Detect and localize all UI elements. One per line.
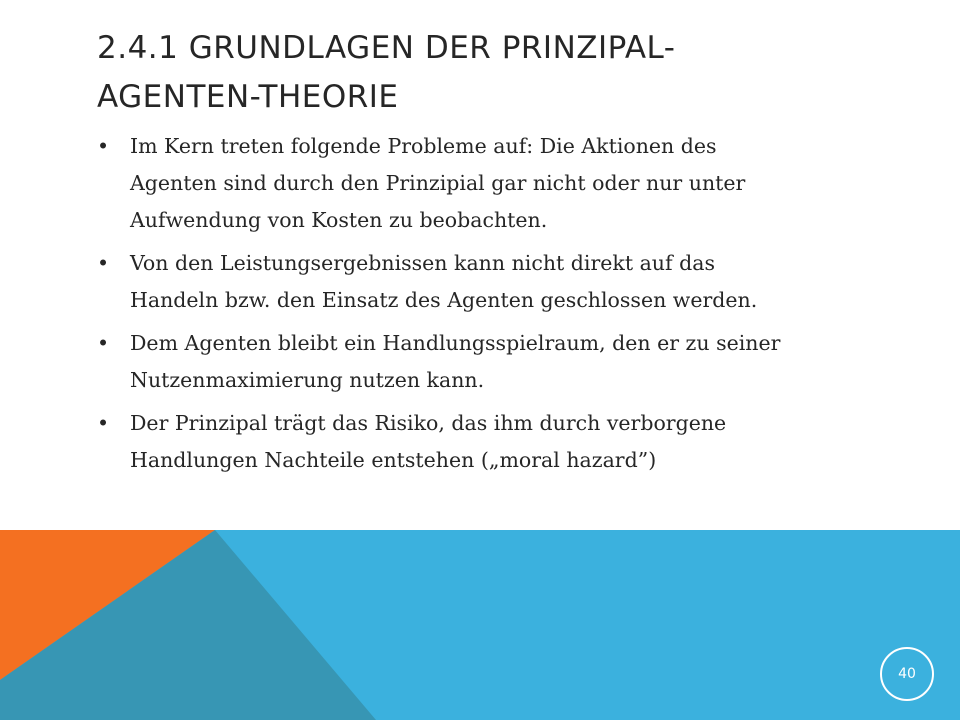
bullet-text bbox=[130, 245, 877, 319]
bullet-item bbox=[97, 128, 877, 239]
bullet-text bbox=[130, 405, 877, 479]
bullet-text-line: Von den Leistungsergebnissen kann nicht direkt auf das bbox=[130, 251, 715, 275]
bullet-dot-icon: • bbox=[97, 411, 110, 435]
bullet-text-line: Handlungen Nachteile entstehen („moral hazard”) bbox=[130, 448, 657, 472]
bullet-item bbox=[97, 405, 877, 479]
page-number-badge: 40 bbox=[880, 647, 934, 701]
bullet-text-line: Aufwendung von Kosten zu beobachten. bbox=[130, 208, 548, 232]
bullet-text-line: Agenten sind durch den Prinzipial gar nicht oder nur unter bbox=[130, 171, 746, 195]
bullet-dot-icon: • bbox=[97, 251, 110, 275]
bullet-text-line: Im Kern treten folgende Probleme auf: Die Aktionen des bbox=[130, 134, 717, 158]
decorative-footer-band bbox=[0, 530, 960, 720]
footer-shapes bbox=[0, 530, 960, 720]
bullet-item bbox=[97, 325, 877, 399]
bullet-list bbox=[97, 128, 877, 485]
bullet-dot-icon: • bbox=[97, 331, 110, 355]
slide-title-line: 2.4.1 GRUNDLAGEN DER PRINZIPAL- bbox=[97, 30, 676, 66]
bullet-text-line: Nutzenmaximierung nutzen kann. bbox=[130, 368, 485, 392]
bullet-text bbox=[130, 128, 877, 239]
bullet-text-line: Der Prinzipal trägt das Risiko, das ihm durch verborgene bbox=[130, 411, 727, 435]
bullet-text-line: Dem Agenten bleibt ein Handlungsspielraum, den er zu seiner bbox=[130, 331, 781, 355]
bullet-text-line: Handeln bzw. den Einsatz des Agenten geschlossen werden. bbox=[130, 288, 758, 312]
bullet-dot-icon: • bbox=[97, 134, 110, 158]
slide-title-line: AGENTEN-THEORIE bbox=[97, 79, 399, 115]
bullet-item bbox=[97, 245, 877, 319]
bullet-text bbox=[130, 325, 877, 399]
slide-title bbox=[97, 24, 897, 122]
